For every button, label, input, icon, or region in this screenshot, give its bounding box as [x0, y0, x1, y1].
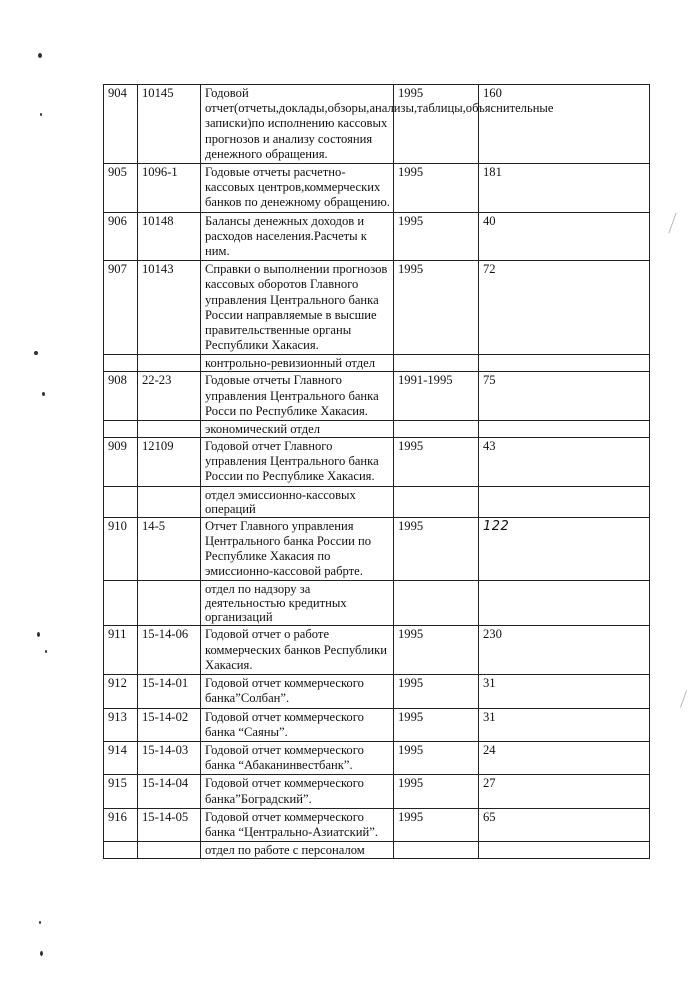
- table-row: [104, 626, 650, 675]
- scan-speck: [42, 392, 45, 396]
- table-row: [104, 808, 650, 841]
- date-range: 1995: [394, 708, 479, 741]
- item-title: Справки о выполнении прогнозов кассовых оборотов Главного управления Центрального банка России направляемые в высшие правительственные органы Республики Хакасия.: [201, 261, 394, 355]
- fund-number: 12109: [138, 438, 201, 487]
- fund-number: 10143: [138, 261, 201, 355]
- item-number: 910: [104, 517, 138, 581]
- item-number: 908: [104, 372, 138, 421]
- empty-cell: [479, 486, 650, 517]
- table-row: [104, 741, 650, 774]
- section-title: экономический отдел: [201, 421, 394, 438]
- item-title: Годовой отчет коммерческого банка”Солбан”.: [201, 675, 394, 708]
- fund-number: 15-14-05: [138, 808, 201, 841]
- pencil-mark: [668, 212, 676, 233]
- date-range: 1995: [394, 438, 479, 487]
- section-title: контрольно-ревизионный отдел: [201, 355, 394, 372]
- item-title: Годовой отчет(отчеты,доклады,обзоры,анализы,таблицы,объяснительные записки)по исполнению кассовых прогнозов и анализу состояния денежного обращения.: [201, 85, 394, 164]
- date-range: 1995: [394, 741, 479, 774]
- date-range: 1995: [394, 675, 479, 708]
- empty-cell: [394, 355, 479, 372]
- table-row: [104, 261, 650, 355]
- empty-cell: [138, 486, 201, 517]
- scan-speck: [38, 53, 42, 58]
- item-number: 907: [104, 261, 138, 355]
- sheet-count: 181: [479, 164, 650, 213]
- table-row: [104, 775, 650, 808]
- table-row: [104, 164, 650, 213]
- scan-speck: [40, 113, 42, 116]
- section-title: отдел эмиссионно-кассовых операций: [201, 486, 394, 517]
- date-range: 1995: [394, 808, 479, 841]
- empty-cell: [104, 581, 138, 626]
- pencil-mark: [680, 690, 687, 707]
- scan-speck: [37, 632, 40, 637]
- register-table: [103, 84, 650, 859]
- empty-cell: [479, 581, 650, 626]
- table-row: [104, 372, 650, 421]
- sheet-count: 160: [479, 85, 650, 164]
- item-number: 911: [104, 626, 138, 675]
- sheet-count: 43: [479, 438, 650, 487]
- empty-cell: [394, 581, 479, 626]
- fund-number: 1096-1: [138, 164, 201, 213]
- scan-speck: [34, 351, 38, 355]
- item-number: 914: [104, 741, 138, 774]
- empty-cell: [394, 486, 479, 517]
- fund-number: 15-14-01: [138, 675, 201, 708]
- item-number: 906: [104, 212, 138, 261]
- table-row: [104, 675, 650, 708]
- fund-number: 10145: [138, 85, 201, 164]
- item-title: Отчет Главного управления Центрального банка России по Республике Хакасия по эмиссионно-кассовой рабрте.: [201, 517, 394, 581]
- section-header-row: [104, 486, 650, 517]
- date-range: 1995: [394, 261, 479, 355]
- date-range: 1995: [394, 85, 479, 164]
- date-range: 1991-1995: [394, 372, 479, 421]
- register-body: [104, 85, 650, 859]
- item-number: 913: [104, 708, 138, 741]
- table-row: [104, 517, 650, 581]
- sheet-count: 65: [479, 808, 650, 841]
- item-number: 904: [104, 85, 138, 164]
- empty-cell: [394, 842, 479, 859]
- fund-number: 14-5: [138, 517, 201, 581]
- empty-cell: [138, 421, 201, 438]
- sheet-count: 75: [479, 372, 650, 421]
- fund-number: 22-23: [138, 372, 201, 421]
- empty-cell: [138, 355, 201, 372]
- handwritten-count: 122: [479, 517, 650, 581]
- item-title: Годовой отчет Главного управления Центрального банка России по Республике Хакасия.: [201, 438, 394, 487]
- empty-cell: [104, 355, 138, 372]
- empty-cell: [138, 842, 201, 859]
- scan-speck: [39, 921, 41, 924]
- empty-cell: [104, 421, 138, 438]
- item-number: 912: [104, 675, 138, 708]
- section-header-row: [104, 421, 650, 438]
- scan-speck: [40, 951, 43, 956]
- date-range: 1995: [394, 626, 479, 675]
- item-title: Годовой отчет коммерческого банка”Боградский”.: [201, 775, 394, 808]
- item-title: Годовые отчеты расчетно-кассовых центров,коммерческих банков по денежному обращению.: [201, 164, 394, 213]
- fund-number: 10148: [138, 212, 201, 261]
- sheet-count: 230: [479, 626, 650, 675]
- fund-number: 15-14-02: [138, 708, 201, 741]
- empty-cell: [479, 355, 650, 372]
- section-header-row: [104, 355, 650, 372]
- sheet-count: 27: [479, 775, 650, 808]
- date-range: 1995: [394, 775, 479, 808]
- item-title: Годовой отчет коммерческого банка “Саяны”.: [201, 708, 394, 741]
- section-header-row: [104, 581, 650, 626]
- empty-cell: [104, 842, 138, 859]
- sheet-count: 40: [479, 212, 650, 261]
- item-title: Годовой отчет о работе коммерческих банков Республики Хакасия.: [201, 626, 394, 675]
- item-number: 905: [104, 164, 138, 213]
- table-row: [104, 438, 650, 487]
- date-range: 1995: [394, 517, 479, 581]
- item-number: 916: [104, 808, 138, 841]
- item-number: 909: [104, 438, 138, 487]
- sheet-count: 31: [479, 675, 650, 708]
- fund-number: 15-14-03: [138, 741, 201, 774]
- table-row: [104, 212, 650, 261]
- sheet-count: 31: [479, 708, 650, 741]
- table-row: [104, 708, 650, 741]
- empty-cell: [479, 421, 650, 438]
- scan-speck: [45, 650, 47, 653]
- date-range: 1995: [394, 164, 479, 213]
- empty-cell: [394, 421, 479, 438]
- section-header-row: [104, 842, 650, 859]
- section-title: отдел по надзору за деятельностью кредитных организаций: [201, 581, 394, 626]
- empty-cell: [138, 581, 201, 626]
- item-title: Годовой отчет коммерческого банка “Центрально-Азиатский”.: [201, 808, 394, 841]
- table-row: [104, 85, 650, 164]
- empty-cell: [104, 486, 138, 517]
- sheet-count: 72: [479, 261, 650, 355]
- section-title: отдел по работе с персоналом: [201, 842, 394, 859]
- empty-cell: [479, 842, 650, 859]
- item-title: Годовой отчет коммерческого банка “Абаканинвестбанк”.: [201, 741, 394, 774]
- sheet-count: 24: [479, 741, 650, 774]
- fund-number: 15-14-06: [138, 626, 201, 675]
- date-range: 1995: [394, 212, 479, 261]
- item-title: Годовые отчеты Главного управления Центрального банка Росси по Республике Хакасия.: [201, 372, 394, 421]
- item-title: Балансы денежных доходов и расходов населения.Расчеты к ним.: [201, 212, 394, 261]
- fund-number: 15-14-04: [138, 775, 201, 808]
- item-number: 915: [104, 775, 138, 808]
